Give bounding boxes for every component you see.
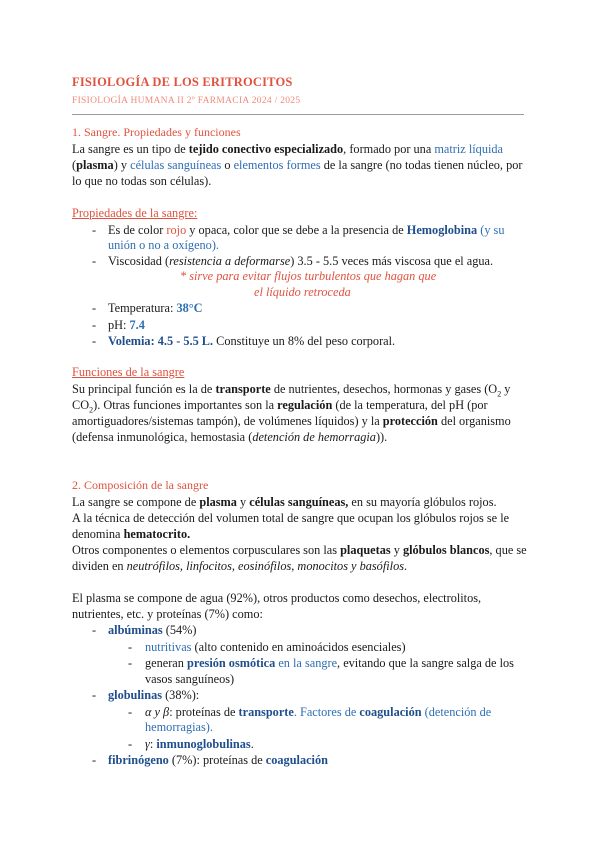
property-temperature: Temperatura: 38°C [108, 301, 203, 315]
document-subtitle: FISIOLOGÍA HUMANA II 2º FARMACIA 2024 / 2025 [72, 96, 301, 106]
bullet-dash: - [128, 656, 133, 670]
bullet-dash: - [92, 301, 97, 315]
functions-line-1: Su principal función es la de transporte de nutrientes, desechos, hormonas y gases ($O_2$ y [72, 382, 511, 399]
albumins-osmotic-cont: vasos sanguíneos) [145, 672, 235, 686]
bullet-dash: - [128, 640, 133, 654]
functions-heading: Funciones de la sangre [72, 365, 185, 379]
property-color-cont: unión o no a oxígeno). [108, 238, 219, 252]
bullet-dash: - [92, 334, 97, 348]
property-volemia: Volemia: 4.5 - 5.5 L. Constituye un 8% del peso corporal. [108, 334, 396, 348]
viscosity-note-2: el líquido retroceda [254, 285, 351, 299]
bullet-dash: - [92, 254, 97, 268]
albumins-osmotic: generan presión osmótica en la sangre, evitando que la sangre salga de los [145, 656, 514, 670]
header-divider [72, 114, 524, 115]
intro-line-2: (plasma) y células sanguíneas o elementos formes de la sangre (no todas tienen núcleo, por [72, 158, 523, 172]
functions-line-4: (defensa inmunológica, hemostasia (detención de hemorragia)). [72, 430, 388, 444]
section-1-heading: 1. Sangre. Propiedades y funciones [72, 125, 241, 139]
globulins-alpha-beta-cont: hemorragias). [145, 720, 213, 734]
document-title: FISIOLOGÍA DE LOS ERITROCITOS [72, 75, 293, 89]
bullet-dash: - [92, 688, 97, 702]
intro-line-1: La sangre es un tipo de tejido conectivo especializado, formado por una matriz líquida [72, 142, 503, 156]
bullet-dash: - [92, 753, 97, 767]
property-color: Es de color rojo y opaca, color que se debe a la presencia de Hemoglobina (y su [108, 223, 505, 237]
plasma-line-2: nutrientes, etc. y proteínas (7%) como: [72, 607, 263, 621]
property-ph: pH: 7.4 [108, 318, 145, 332]
plasma-line-1: El plasma se compone de agua (92%), otros productos como desechos, electrolitos, [72, 591, 482, 605]
bullet-dash: - [92, 318, 97, 332]
viscosity-note-1: * sirve para evitar flujos turbulentos que hagan que [180, 269, 437, 283]
properties-heading: Propiedades de la sangre: [72, 206, 198, 220]
composition-line-1: La sangre se compone de plasma y células sanguíneas, en su mayoría glóbulos rojos. [72, 495, 497, 509]
bullet-dash: - [128, 705, 133, 719]
functions-line-2: $CO_2$). Otras funciones importantes son la regulación (de la temperatura, del pH (por [72, 398, 488, 415]
globulins-gamma: γ: inmunoglobulinas. [145, 737, 254, 751]
bullet-dash: - [92, 623, 97, 637]
composition-line-3: denomina hematocrito. [72, 527, 191, 541]
intro-line-3: lo que no todas son células). [72, 174, 212, 188]
bullet-dash: - [92, 223, 97, 237]
globulins-alpha-beta: α y β: proteínas de transporte. Factores de coagulación (detención de [145, 705, 492, 719]
albumins-nutritive: nutritivas (alto contenido en aminoácidos esenciales) [145, 640, 406, 654]
functions-line-3: amortiguadores/sistemas tampón), de volúmenes líquidos) y la protección del organismo [72, 414, 511, 428]
composition-line-2: A la técnica de detección del volumen total de sangre que ocupan los glóbulos rojos se le [72, 511, 510, 525]
section-2-heading: 2. Composición de la sangre [72, 478, 209, 492]
fibrinogen-item: fibrinógeno (7%): proteínas de coagulación [108, 753, 328, 767]
property-viscosity: Viscosidad (resistencia a deformarse) 3.5 - 5.5 veces más viscosa que el agua. [108, 254, 494, 268]
albumins-item: albúminas (54%) [108, 623, 197, 637]
bullet-dash: - [128, 737, 133, 751]
composition-line-5: dividen en neutrófilos, linfocitos, eosinófilos, monocitos y basófilos. [72, 559, 408, 573]
composition-line-4: Otros componentes o elementos corpusculares son las plaquetas y glóbulos blancos, que se [72, 543, 527, 557]
globulins-item: globulinas (38%): [108, 688, 200, 702]
